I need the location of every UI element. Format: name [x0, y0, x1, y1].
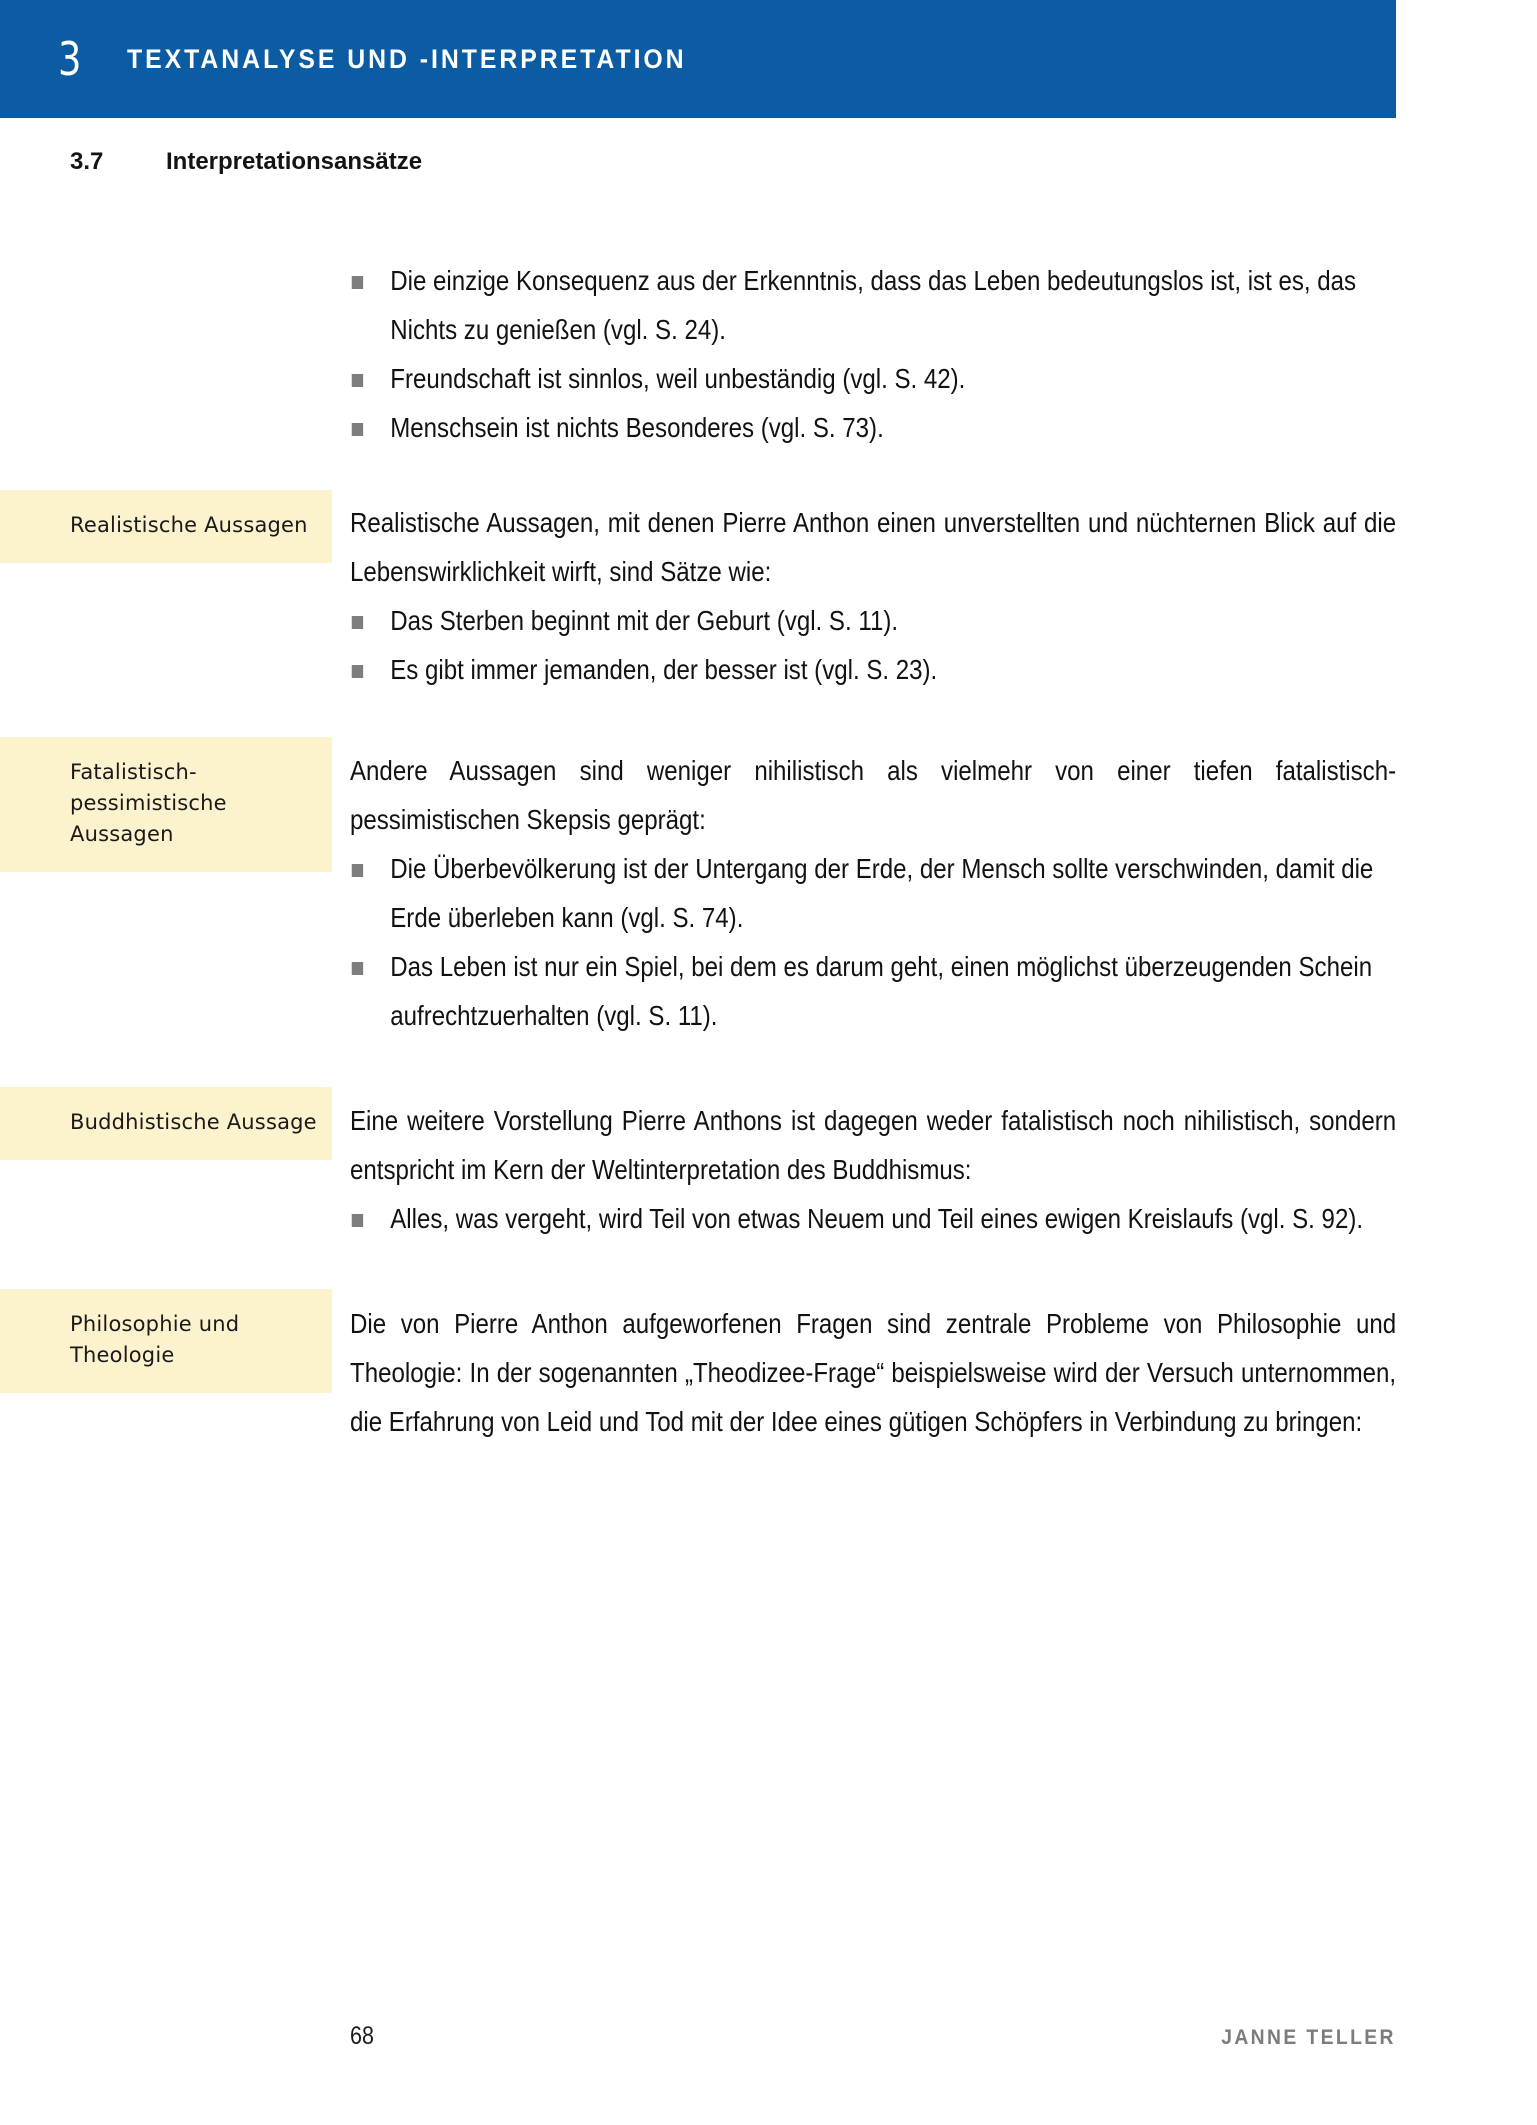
square-bullet-icon	[352, 616, 363, 629]
list-item	[350, 403, 1396, 452]
paragraph: Andere Aussagen sind weniger nihilistisch als vielmehr von einer tiefen fatalistisch-pessimistischen Skepsis geprägt:	[350, 755, 1397, 835]
list-item-text: Menschsein ist nichts Besonderes (vgl. S. 73).	[390, 412, 884, 443]
intro-text-column	[350, 256, 1396, 452]
paragraph: Eine weitere Vorstellung Pierre Anthons ist dagegen weder fatalistisch noch nihilistisch, sondern entspricht im Kern der Weltinterpretation des Buddhismus:	[350, 1105, 1397, 1185]
block-fatalistische-aussagen	[0, 746, 1537, 1040]
page-footer	[0, 2022, 1537, 2062]
philosophie-text-column	[350, 1299, 1396, 1446]
square-bullet-icon	[352, 665, 363, 678]
realistische-text-column	[350, 498, 1396, 694]
fatalistisch-text-column	[350, 746, 1396, 1040]
list-item-text: Die einzige Konsequenz aus der Erkenntnis, dass das Leben bedeutungslos ist, ist es, das Nichts zu genießen (vgl. S. 24).	[390, 265, 1357, 345]
square-bullet-icon	[352, 276, 363, 289]
square-bullet-icon	[352, 1214, 363, 1227]
list-item-text: Freundschaft ist sinnlos, weil unbeständig (vgl. S. 42).	[390, 363, 966, 394]
buddhistische-bullet-list	[350, 1194, 1396, 1243]
paragraph: Die von Pierre Anthon aufgeworfenen Fragen sind zentrale Probleme von Philosophie und Theologie: In der sogenannten „Theodizee-Frage“ beispielsweise wird der Versuch unternommen, die Erfahrung von Leid und Tod mit der Idee eines gütigen Schöpfers in Verbindung zu bringen:	[350, 1308, 1397, 1437]
realistische-bullet-list	[350, 596, 1396, 694]
paragraph: Realistische Aussagen, mit denen Pierre Anthon einen unverstellten und nüchternen Blick auf die Lebenswirklichkeit wirft, sind Sätze wie:	[350, 507, 1397, 587]
list-item-text: Die Überbevölkerung ist der Untergang der Erde, der Mensch sollte verschwinden, damit die Erde überleben kann (vgl. S. 74).	[390, 853, 1374, 933]
buddhistische-text-column	[350, 1096, 1396, 1243]
section-title: Interpretationsansätze	[166, 148, 423, 175]
section-heading	[70, 148, 422, 176]
chapter-title: TEXTANALYSE UND -INTERPRETATION	[127, 43, 687, 74]
block-intro	[0, 256, 1537, 452]
square-bullet-icon	[352, 962, 363, 975]
square-bullet-icon	[352, 864, 363, 877]
list-item	[350, 645, 1396, 694]
page-number: 68	[350, 2022, 374, 2050]
list-item	[350, 844, 1396, 942]
list-item-text: Das Sterben beginnt mit der Geburt (vgl. S. 11).	[390, 605, 899, 636]
chapter-number: 3	[58, 32, 82, 86]
list-item-text: Es gibt immer jemanden, der besser ist (vgl. S. 23).	[390, 654, 938, 685]
running-head: JANNE TELLER	[1221, 2026, 1396, 2049]
list-item-text: Alles, was vergeht, wird Teil von etwas Neuem und Teil eines ewigen Kreislaufs (vgl. S. 92).	[390, 1203, 1364, 1234]
block-philosophie-und-theologie	[0, 1299, 1537, 1446]
margin-note-fatalistisch-pessimistische-aussagen: Fatalistisch-pessimistische Aussagen	[0, 737, 332, 872]
list-item	[350, 942, 1396, 1040]
intro-bullet-list	[350, 256, 1396, 452]
margin-note-philosophie-und-theologie: Philosophie und Theologie	[0, 1289, 332, 1393]
chapter-header-bar	[0, 0, 1396, 118]
block-realistische-aussagen	[0, 498, 1537, 694]
fatalistisch-bullet-list	[350, 844, 1396, 1040]
section-number: 3.7	[70, 148, 104, 175]
page-content	[0, 256, 1537, 1446]
margin-note-realistische-aussagen: Realistische Aussagen	[0, 490, 332, 563]
list-item	[350, 1194, 1396, 1243]
list-item	[350, 354, 1396, 403]
block-buddhistische-aussage	[0, 1096, 1537, 1243]
list-item-text: Das Leben ist nur ein Spiel, bei dem es darum geht, einen möglichst überzeugenden Schein aufrechtzuerhalten (vgl. S. 11).	[390, 951, 1373, 1031]
list-item	[350, 596, 1396, 645]
square-bullet-icon	[352, 374, 363, 387]
square-bullet-icon	[352, 423, 363, 436]
margin-note-buddhistische-aussage: Buddhistische Aussage	[0, 1087, 332, 1160]
list-item	[350, 256, 1396, 354]
